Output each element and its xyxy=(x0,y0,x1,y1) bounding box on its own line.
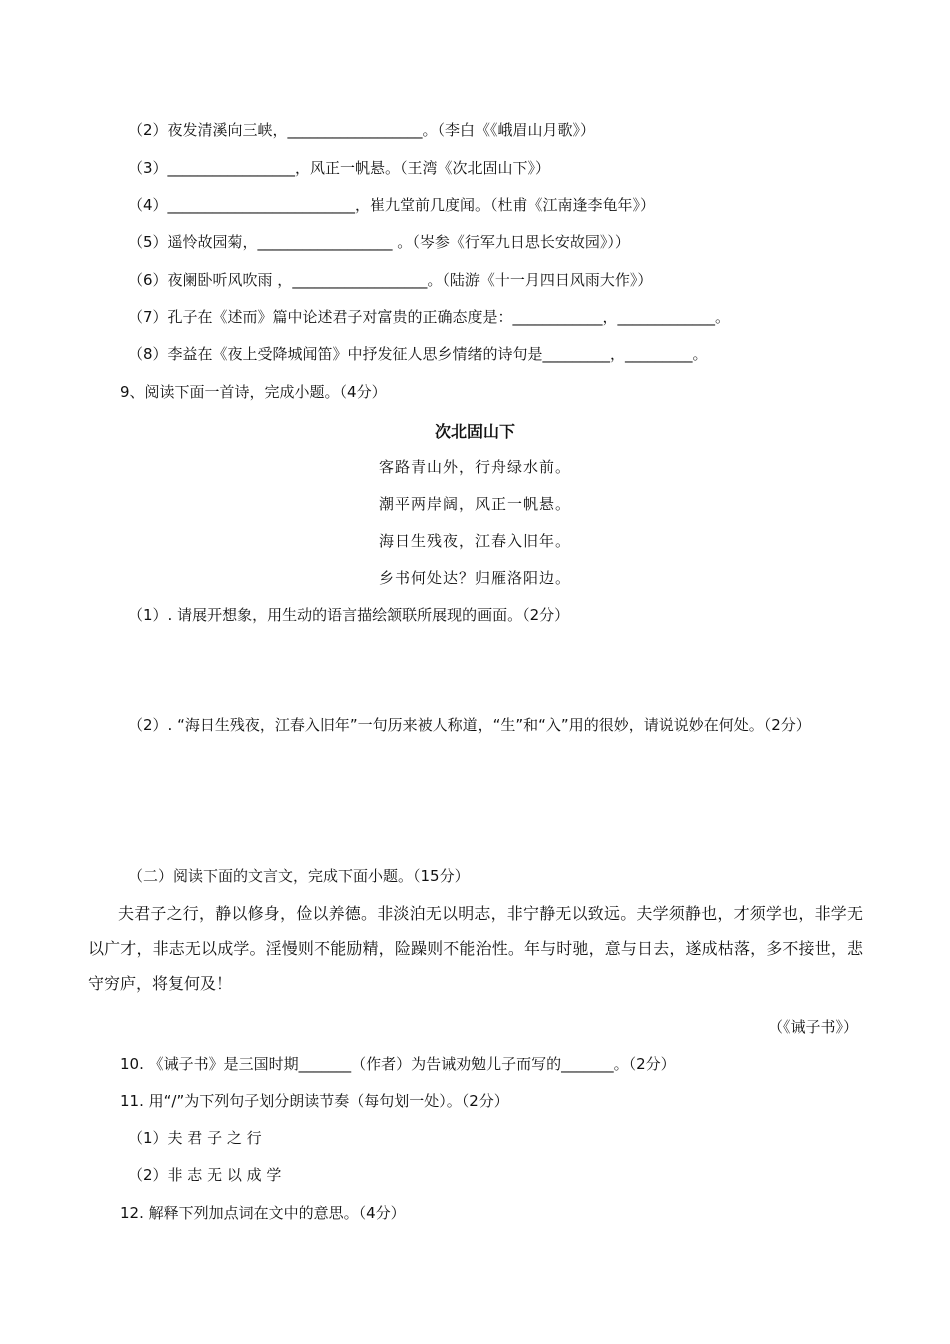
poem-line-3: 海日生残夜，江春入旧年。 xyxy=(378,532,571,550)
fill-item-2: （2）夜发清溪向三峡，__________________。（李白《《峨眉山月歌》） xyxy=(128,121,596,139)
poem-line-4: 乡书何处达？归雁洛阳边。 xyxy=(378,569,571,587)
poem-line-2: 潮平两岸阔，风正一帆悬。 xyxy=(378,495,571,513)
poem-line-1: 客路青山外，行舟绿水前。 xyxy=(378,458,571,476)
poem-title: 次北固山下 xyxy=(434,422,515,441)
question-11-2: （2）非 志 无 以 成 学 xyxy=(128,1166,282,1184)
question-10: 10. 《诫子书》是三国时期_______（作者）为告诫劝勉儿子而写的_______。（2分） xyxy=(120,1055,676,1073)
fill-item-8: （8）李益在《夜上受降城闻笛》中抒发征人思乡情绪的诗句是_________，_________。 xyxy=(128,345,708,363)
fill-item-6: （6）夜阑卧听风吹雨 ，__________________。（陆游《十一月四日风雨大作》） xyxy=(128,271,653,289)
question-9-1: （1）. 请展开想象，用生动的语言描绘颔联所展现的画面。（2分） xyxy=(128,606,570,624)
fill-item-7: （7）孔子在《述而》篇中论述君子对富贵的正确态度是：____________，_____________。 xyxy=(128,308,731,326)
fill-item-4: （4）_________________________，崔九堂前几度闻。（杜甫《江南逢李龟年》） xyxy=(128,196,656,214)
passage-source: （《诫子书》） xyxy=(767,1018,858,1036)
fill-item-5: （5）遥怜故园菊，__________________ 。（岑参《行军九日思长安故园》）） xyxy=(128,233,630,251)
question-12: 12. 解释下列加点词在文中的意思。（4分） xyxy=(120,1204,406,1222)
section-2-heading: （二）阅读下面的文言文，完成下面小题。（15分） xyxy=(128,867,470,885)
question-11: 11. 用“/”为下列句子划分朗读节奏（每句划一处）。（2分） xyxy=(120,1092,509,1110)
fill-item-3: （3）_________________，风正一帆悬。（王湾《次北固山下》） xyxy=(128,159,551,177)
classical-passage: 夫君子之行，静以修身，俭以养德。非淡泊无以明志，非宁静无以致远。夫学须静也，才须学也，非学无以广才，非志无以成学。淫慢则不能励精，险躁则不能治性。年与时驰，意与日去，遂成枯落，多不接世，悲守穷庐，将复何及！ xyxy=(88,904,863,993)
question-9-heading: 9、阅读下面一首诗，完成小题。（4分） xyxy=(120,383,387,401)
question-11-1: （1）夫 君 子 之 行 xyxy=(128,1129,262,1147)
question-9-2: （2）. “海日生残夜，江春入旧年”一句历来被人称道，“生”和“入”用的很妙，请说说妙在何处。（2分） xyxy=(128,716,811,734)
